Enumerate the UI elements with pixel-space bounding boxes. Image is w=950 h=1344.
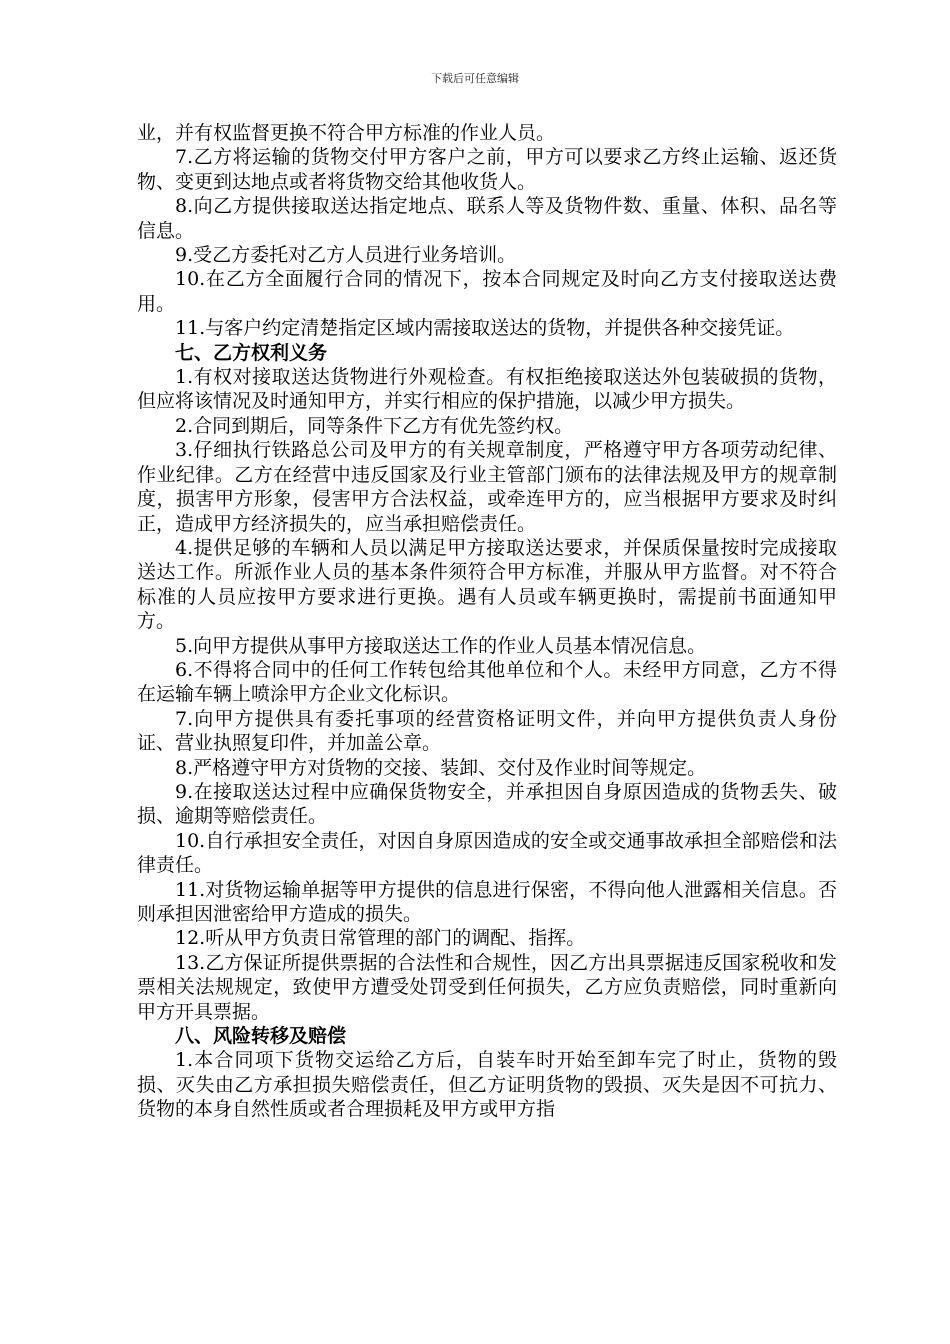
clause-paragraph: 6.不得将合同中的任何工作转包给其他单位和个人。未经甲方同意，乙方不得在运输车辆上喷涂甲方企业文化标识。 <box>137 658 837 706</box>
clause-paragraph: 10.在乙方全面履行合同的情况下，按本合同规定及时向乙方支付接取送达费用。 <box>137 268 837 315</box>
clause-paragraph: 8.向乙方提供接取送达指定地点、联系人等及货物件数、重量、体积、品名等信息。 <box>137 195 837 242</box>
clause-paragraph: 4.提供足够的车辆和人员以满足甲方接取送达要求，并保质保量按时完成接取送达工作。所派作业人员的基本条件须符合甲方标准，并服从甲方监督。对不符合标准的人员应按甲方要求进行更换。遇有人员或车辆更换时，需提前书面通知甲方。 <box>137 536 837 633</box>
clause-paragraph: 9.受乙方委托对乙方人员进行业务培训。 <box>175 244 517 267</box>
clause-paragraph: 11.与客户约定清楚指定区域内需接取送达的货物，并提供各种交接凭证。 <box>175 317 795 340</box>
section-heading: 七、乙方权利义务 <box>175 341 328 364</box>
clause-paragraph: 7.向甲方提供具有委托事项的经营资格证明文件，并向甲方提供负责人身份证、营业执照复印件，并加盖公章。 <box>137 707 837 755</box>
document-body <box>137 121 837 1122</box>
page-header: 下载后可任意编辑 <box>431 72 519 85</box>
clause-paragraph: 8.严格遵守甲方对货物的交接、装卸、交付及作业时间等规定。 <box>175 756 707 779</box>
clause-paragraph: 1.有权对接取送达货物进行外观检查。有权拒绝接取送达外包装破损的货物，但应将该情况及时通知甲方，并实行相应的保护措施，以减少甲方损失。 <box>137 366 837 413</box>
clause-paragraph: 5.向甲方提供从事甲方接取送达工作的作业人员基本情况信息。 <box>175 634 707 657</box>
clause-paragraph: 业，并有权监督更换不符合甲方标准的作业人员。 <box>137 122 556 144</box>
clause-paragraph: 7.乙方将运输的货物交付甲方客户之前，甲方可以要求乙方终止运输、返还货物、变更到达地点或者将货物交给其他收货人。 <box>137 146 837 193</box>
clause-paragraph: 9.在接取送达过程中应确保货物安全，并承担因自身原因造成的货物丢失、破损、逾期等赔偿责任。 <box>137 780 837 828</box>
clause-paragraph: 2.合同到期后，同等条件下乙方有优先签约权。 <box>175 414 574 437</box>
section-heading: 八、风险转移及赔偿 <box>175 1025 347 1048</box>
clause-paragraph: 12.听从甲方负责日常管理的部门的调配、指挥。 <box>175 927 586 950</box>
clause-paragraph: 13.乙方保证所提供票据的合法性和合规性，因乙方出具票据违反国家税收和发票相关法规规定，致使甲方遭受处罚受到任何损失，乙方应负责赔偿，同时重新向甲方开具票据。 <box>137 951 837 1023</box>
clause-paragraph: 1.本合同项下货物交运给乙方后，自装车时开始至卸车完了时止，货物的毁损、灭失由乙方承担损失赔偿责任，但乙方证明货物的毁损、灭失是因不可抗力、货物的本身自然性质或者合理损耗及甲方或甲方指 <box>137 1049 837 1121</box>
clause-paragraph: 11.对货物运输单据等甲方提供的信息进行保密，不得向他人泄露相关信息。否则承担因泄密给甲方造成的损失。 <box>137 878 837 925</box>
clause-paragraph: 10.自行承担安全责任，对因自身原因造成的安全或交通事故承担全部赔偿和法律责任。 <box>137 829 837 877</box>
clause-paragraph: 3.仔细执行铁路总公司及甲方的有关规章制度，严格遵守甲方各项劳动纪律、作业纪律。乙方在经营中违反国家及行业主管部门颁布的法律法规及甲方的规章制度，损害甲方形象，侵害甲方合法权益，或牵连甲方的，应当根据甲方要求及时纠正，造成甲方经济损失的，应当承担赔偿责任。 <box>137 439 837 535</box>
